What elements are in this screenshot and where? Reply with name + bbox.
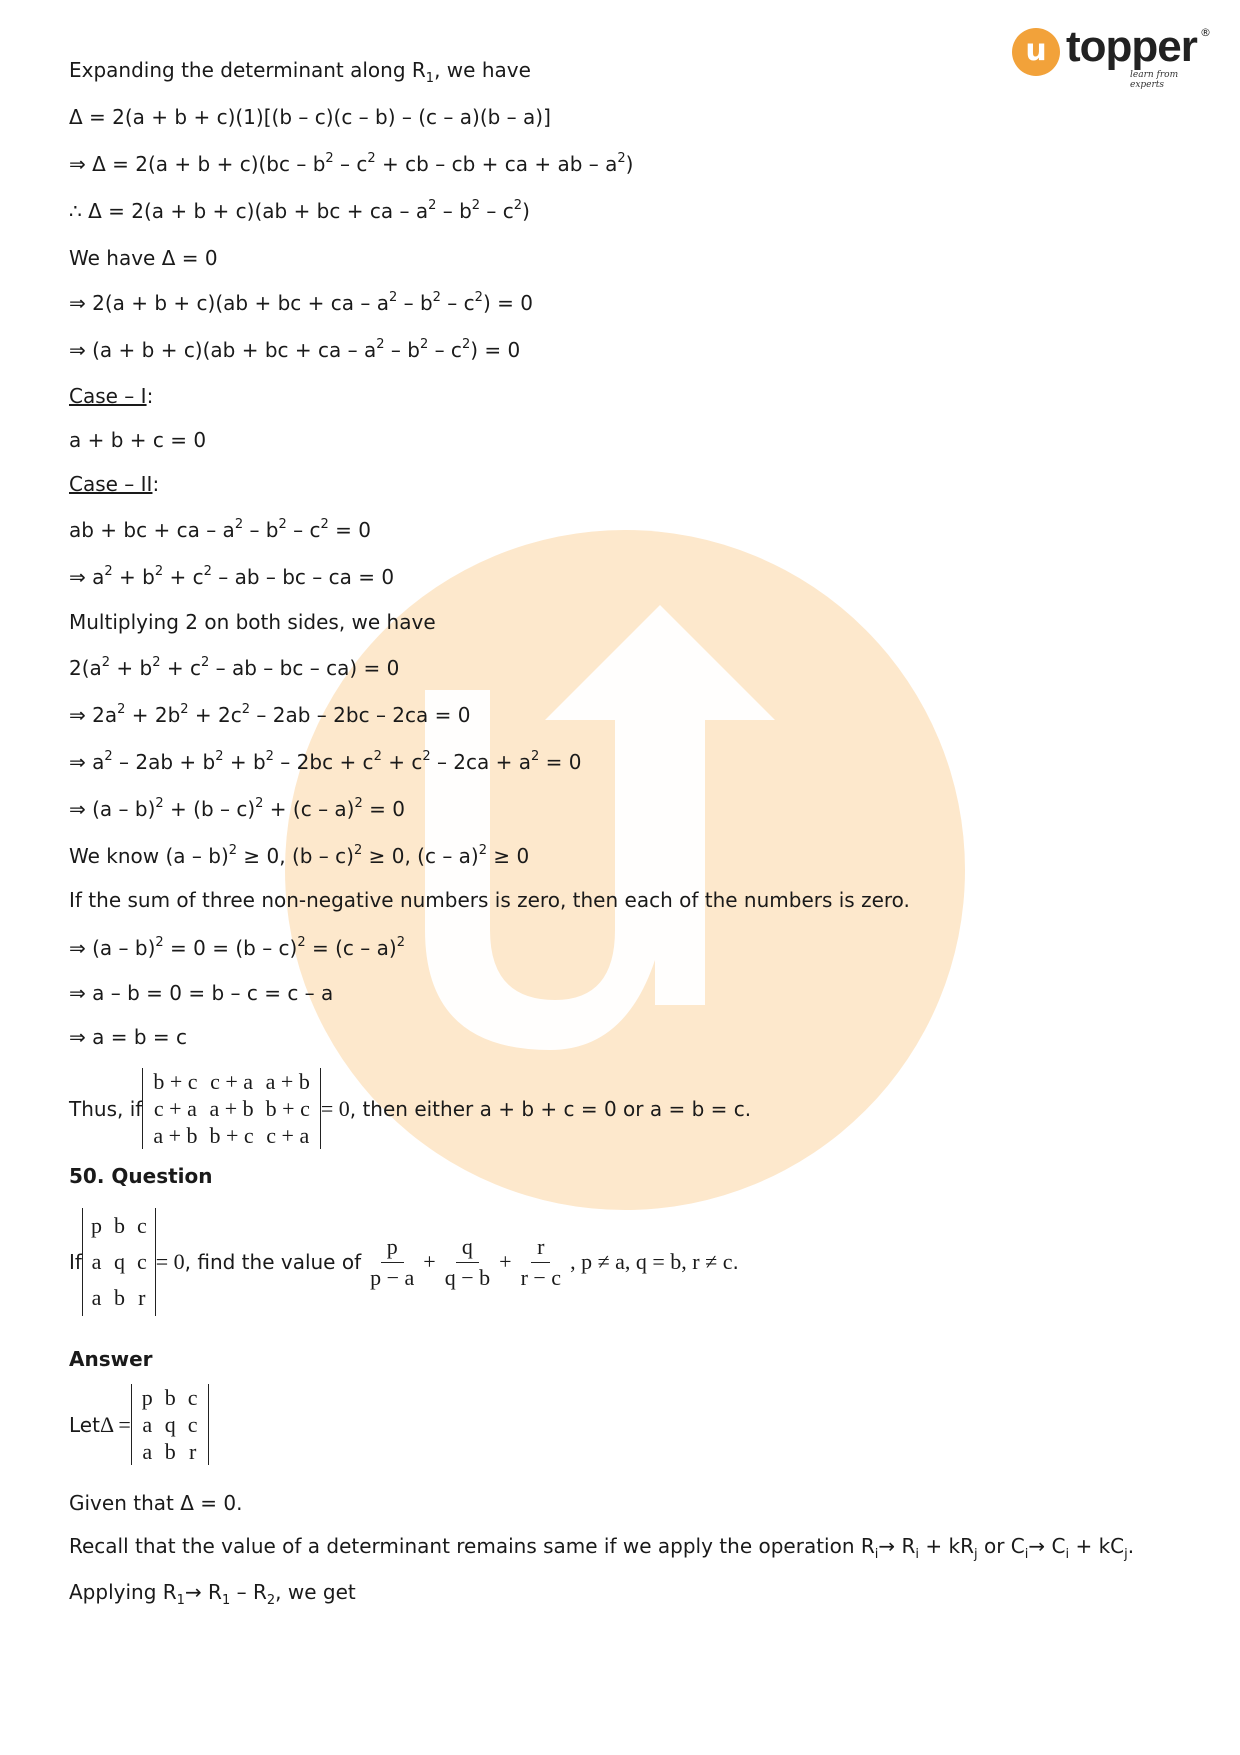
- logo-name: topper: [1066, 22, 1197, 71]
- text-line: Recall that the value of a determinant remains same if we apply the operation $R_i\to R_i + kR_j$ or $C_i\to C_i + kC_j$.: [69, 1534, 1135, 1562]
- text-line: Given that Δ = 0.: [69, 1491, 243, 1515]
- text-line: Applying $R_1\to R_1 - R_2$, we get: [69, 1580, 356, 1608]
- determinant-table: p b c a q c a b r: [90, 1213, 147, 1310]
- equation-line: a + b + c = 0: [69, 428, 207, 452]
- text-line: Multiplying 2 on both sides, we have: [69, 610, 436, 634]
- let-delta-line: Let Δ = p b c a q c a b r: [69, 1384, 209, 1465]
- equation-line: We know (a – b)$^2$ ≥ 0, (b – c)$^2$ ≥ 0, (c – a)$^2$ ≥ 0: [69, 843, 530, 868]
- logo-registered-mark: ®: [1200, 26, 1211, 39]
- logo-tagline: learn from experts: [1130, 70, 1179, 90]
- determinant-matrix: [131, 1384, 209, 1465]
- equation-line: $2(a^2 + b^2 + c^2$ – ab – bc – ca) = 0: [69, 655, 400, 680]
- equation-line: ⇒ $2a^2 + 2b^2 + 2c^2 - 2ab - 2bc - 2ca = 0$: [69, 702, 471, 727]
- equation-line: ⇒ a = b = c: [69, 1025, 188, 1049]
- equation-line: ⇒ $\Delta = 2(a + b + c)(bc - b^2 - c^2$ + cb – cb + ca + ab – $a^2$): [69, 151, 634, 176]
- determinant-table: b + c c + a a + b c + a a + b b + c a + b b + c c + a: [153, 1069, 310, 1148]
- case-heading: Case – I:: [69, 384, 154, 408]
- conclusion-line: Thus, if b + c c + a a + b c + a a + b b + c a + b b + c c + a = 0 , then either a + b + c = 0 or a = b = c.: [69, 1069, 752, 1148]
- equation-line: ⇒ a – b = 0 = b – c = c – a: [69, 981, 334, 1005]
- equation-line: ⇒ (a – b)$^2$ + (b – c)$^2$ + (c – a)$^2$ = 0: [69, 796, 405, 821]
- text-line: We have Δ = 0: [69, 246, 218, 270]
- equation-line: ⇒ (a + b + c)(ab + bc + ca – $a^2 - b^2 - c^2) = 0$: [69, 337, 521, 362]
- question-expression: If p b c a q c a b r = 0 , find the value of $\frac{p}{p - a}$ + $\frac{q}{q - b}$ + $\frac{r}{r - c}$ , p ≠ a, q = b, r ≠ c .: [69, 1208, 739, 1316]
- text-line: If the sum of three non-negative numbers is zero, then each of the numbers is zero.: [69, 888, 910, 912]
- equation-line: ⇒ 2(a + b + c)(ab + bc + ca – $a^2 - b^2 - c^2) = 0$: [69, 290, 533, 315]
- text-line: Expanding the determinant along $R_1$, we have: [69, 58, 531, 86]
- determinant-matrix: [82, 1208, 156, 1316]
- question-title: 50. Question: [69, 1164, 213, 1188]
- logo-u-icon: u: [1012, 28, 1060, 76]
- equation-line: ∴ Δ = 2(a + b + c)(ab + bc + ca – $a^2 - b^2 - c^2$): [69, 198, 530, 223]
- equation-line: ⇒ $a^2 + b^2 + c^2$ – ab – bc – ca = 0: [69, 564, 395, 589]
- fraction: $\frac{p}{p - a}$: [370, 1233, 415, 1290]
- equation-line: ⇒ $a^2 - 2ab + b^2 + b^2 - 2bc + c^2 + c^2 - 2ca + a^2 = 0$: [69, 749, 582, 774]
- answer-heading: Answer: [69, 1347, 153, 1371]
- determinant-table: p b c a q c a b r: [141, 1385, 198, 1464]
- determinant-matrix: [142, 1068, 321, 1149]
- case-heading: Case – II:: [69, 472, 160, 496]
- topper-logo: [1012, 22, 1212, 90]
- equation-line: ab + bc + ca – $a^2 - b^2 - c^2 = 0$: [69, 517, 371, 542]
- equation-line: Δ = 2(a + b + c)(1)[(b – c)(c – b) – (c – a)(b – a)]: [69, 105, 551, 129]
- fraction: $\frac{r}{r - c}$: [520, 1233, 562, 1290]
- equation-line: ⇒ (a – b)$^2$ = 0 = (b – c)$^2$ = (c – a)$^2$: [69, 935, 405, 960]
- fraction: $\frac{q}{q - b}$: [444, 1233, 491, 1290]
